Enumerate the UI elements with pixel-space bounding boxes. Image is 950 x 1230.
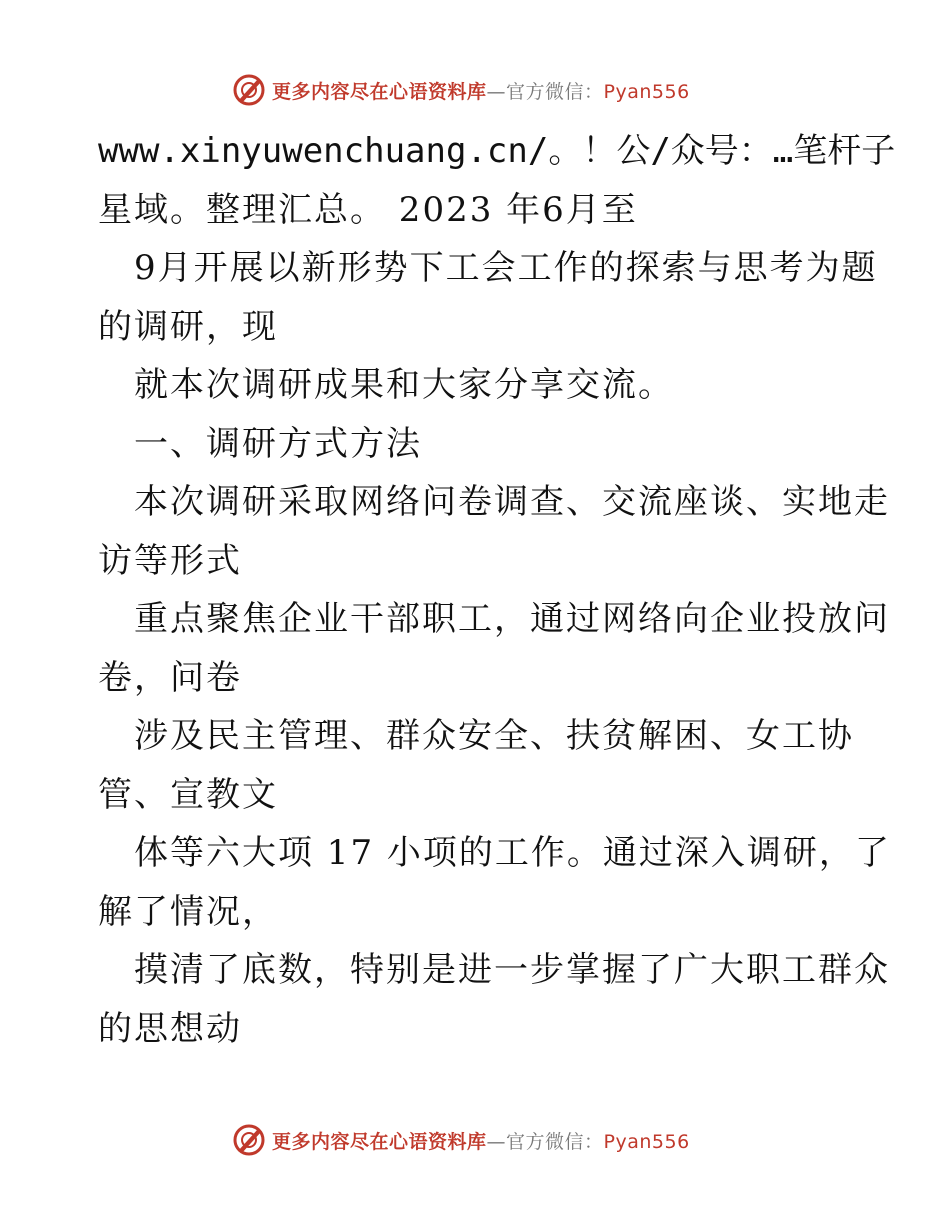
body-line: 管、宣教文 (98, 774, 278, 815)
header-banner-title: 更多内容尽在心语资料库 (272, 80, 487, 103)
brush-logo-icon (232, 73, 266, 107)
header-banner-text (272, 77, 690, 104)
body-line: 摸清了底数，特别是进一步掌握了广大职工群众 (134, 950, 890, 990)
body-line: 解了情况， (98, 891, 278, 932)
brush-logo-icon (232, 1123, 266, 1157)
header-banner-wechat-id: Pyan556 (603, 80, 690, 103)
footer-banner-label: —官方微信： (486, 1130, 604, 1153)
footer-banner (232, 1120, 752, 1160)
header-banner-label: —官方微信： (486, 80, 604, 103)
section-heading: 一、调研方式方法 (134, 423, 422, 464)
footer-banner-title: 更多内容尽在心语资料库 (272, 1130, 487, 1153)
body-line: 9月开展以新形势下工会工作的探索与思考为题 (134, 248, 878, 288)
body-line: 星域。整理汇总。 2023 年6月至 (98, 189, 638, 230)
body-line: 本次调研采取网络问卷调查、交流座谈、实地走 (134, 482, 890, 522)
header-banner (232, 70, 752, 110)
body-line: 的思想动 (98, 1008, 242, 1049)
footer-banner-text (272, 1127, 690, 1154)
footer-banner-wechat-id: Pyan556 (603, 1130, 690, 1153)
body-line: 就本次调研成果和大家分享交流。 (134, 365, 674, 405)
body-line: 的调研，现 (98, 306, 278, 347)
body-line: 访等形式 (98, 540, 242, 581)
body-line: 涉及民主管理、群众安全、扶贫解困、女工协 (134, 716, 854, 756)
body-line: 卷，问卷 (98, 657, 242, 698)
document-body (98, 122, 896, 1058)
body-line: 体等六大项 17 小项的工作。通过深入调研，了 (134, 833, 891, 873)
body-line: www.xinyuwenchuang.cn/。！公/众号：…笔杆子 (98, 131, 896, 171)
body-line: 重点聚焦企业干部职工，通过网络向企业投放问 (134, 599, 890, 639)
